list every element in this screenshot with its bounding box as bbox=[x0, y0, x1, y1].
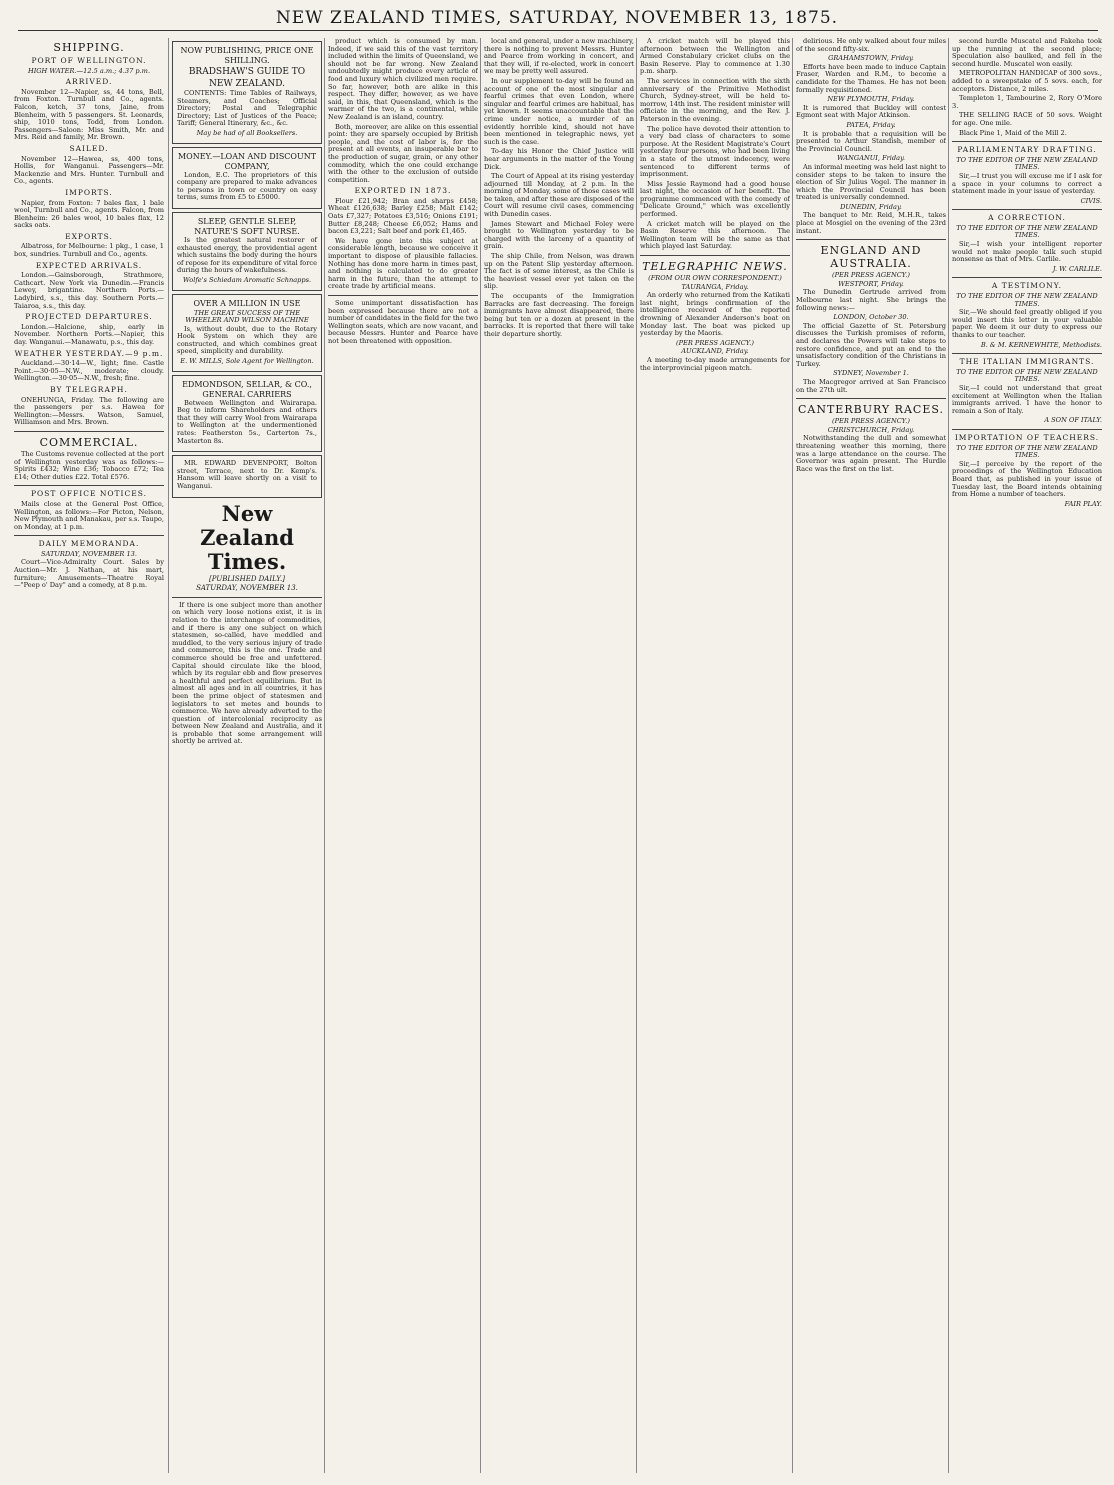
paragraph: THE SELLING RACE of 50 sovs. Weight for age. One mile. bbox=[952, 111, 1102, 127]
letter-address: TO THE EDITOR OF THE NEW ZEALAND TIMES. bbox=[956, 223, 1098, 240]
subsection-heading: WEATHER YESTERDAY.—9 p.m. bbox=[14, 348, 164, 358]
port-line: PORT OF WELLINGTON. bbox=[31, 56, 147, 65]
paragraph: Efforts have been made to induce Captain Fraser, Warden and R.M., to become a candidate for the Thames. He has not been formally requisitioned. bbox=[796, 62, 946, 94]
advertisement bbox=[172, 294, 322, 372]
paragraph: November 12—Hawea, ss, 400 tons, Hollis, for Wanganui. Passengers—Mr. Mackenzie and Mrs. Hunter. Turnbull and Co., agents. bbox=[14, 154, 164, 186]
masthead-rule bbox=[18, 30, 1098, 31]
section-heading: COMMERCIAL. bbox=[39, 435, 139, 449]
dateline-place: GRAHAMSTOWN, Friday. bbox=[828, 54, 914, 63]
divider bbox=[952, 277, 1102, 278]
paragraph: A meeting to-day made arrangements for the interprovincial pigeon match. bbox=[640, 355, 790, 372]
paragraph: London.—Halcione, ship, early in November. Northern Ports.—Napier, this day. Wanganui.—Manawatu, p.s., this day. bbox=[14, 322, 164, 346]
editorial-date: SATURDAY, NOVEMBER 13. bbox=[196, 584, 298, 593]
section-heading: TELEGRAPHIC NEWS. bbox=[642, 260, 788, 274]
paragraph: The occupants of the Immigration Barracks are fast decreasing. The foreign immigrants have almost disappeared, there being but ten or a dozen at present in the barracks. It is reported that there will take their departure shortly. bbox=[484, 292, 634, 338]
column-divider bbox=[480, 38, 481, 1473]
published-line: [PUBLISHED DAILY.] bbox=[209, 574, 285, 583]
ad-title: SLEEP, GENTLE SLEEP, NATURE'S SOFT NURSE. bbox=[194, 216, 300, 236]
paragraph: CONTENTS: Time Tables of Railways, Steamers, and Coaches; Official Directory; Postal and Telegraphic Directory; List of Justices of the Peace; Tariff; General Itinerary, &c., &c. bbox=[177, 89, 317, 128]
paragraph: In our supplement to-day will be found an account of one of the most singular and fearful crimes that even London, where singular and fearful crimes are habitual, has yet known. It seems unaccountable that the crime under notice, a murder of an evidently horrible kind, should not have been mentioned in telegraphic news, yet such is the case. bbox=[484, 76, 634, 146]
paragraph: The Court of Appeal at its rising yesterday adjourned till Monday, at 2 p.m. In the morning of Monday, some of those cases will be taken, and after these are disposed of the Court will resume civil cases, commencing with Dunedin cases. bbox=[484, 172, 634, 219]
paragraph: The police have devoted their attention to a very bad class of characters to some purpose. At the Resident Magistrate's Court yesterday four persons, who had been living in a state of the utmost indecency, were sentenced to different terms of imprisonment. bbox=[640, 124, 790, 179]
section-subheading: (PER PRESS AGENCY.) bbox=[832, 271, 910, 280]
paragraph: It is rumored that Buckley will contest Egmont seat with Major Atkinson. bbox=[796, 103, 946, 120]
subsection-heading: EXPORTS. bbox=[65, 231, 113, 241]
column-shipping bbox=[14, 38, 164, 1473]
ad-title: EDMONDSON, SELLAR, & CO., GENERAL CARRIERS bbox=[182, 379, 312, 399]
paragraph: Albatross, for Melbourne: 1 pkg., 1 case, 1 box, sundries. Turnbull and Co., agents. bbox=[14, 242, 164, 259]
dateline-place: CHRISTCHURCH, Friday. bbox=[827, 425, 915, 434]
ad-note: Wolfe's Schiedam Aromatic Schnapps. bbox=[182, 275, 312, 284]
ad-title: BRADSHAW'S GUIDE TO NEW ZEALAND. bbox=[188, 67, 306, 89]
paragraph: Is, without doubt, due to the Rotary Hook System on which they are constructed, and which combines great speed, simplicity and durability. bbox=[177, 324, 317, 356]
paragraph: A cricket match will be played this afternoon between the Wellington and Armed Constabulary cricket clubs on the Basin Reserve. Play to commence at 1.30 p.m. sharp. bbox=[640, 38, 790, 76]
paragraph: product which is consumed by man. Indeed, if we said this of the vast territory included within the limits of Queensland, we should not be far wrong. New Zealand undoubtedly might produce every article of food and luxury which civilized men require. So far, however, both are alike in this respect. They differ, however, as we have said, in this, that Queensland, which is the warmer of the two, is a continental, while New Zealand is an island, country. bbox=[328, 38, 478, 121]
column-divider bbox=[168, 38, 169, 1473]
letter-signature: J. W. CARLILE. bbox=[1052, 264, 1102, 273]
paragraph: Mails close at the General Post Office, Wellington, as follows:—For Picton, Nelson, New Plymouth and Manakau, per s.s. Taupo, on Monday, at 1 p.m. bbox=[14, 499, 164, 531]
paragraph: An informal meeting was held last night to consider steps to be taken to insure the election of Sir Julius Vogel. The manner in which the Provincial Council has been treated is universally condemned. bbox=[796, 162, 946, 202]
paragraph: The ship Chile, from Nelson, was drawn up on the Patent Slip yesterday afternoon. The fact is of some interest, as the Chile is the heaviest vessel ever yet taken on the slip. bbox=[484, 252, 634, 291]
subsection-heading: EXPECTED ARRIVALS. bbox=[35, 260, 143, 270]
section-subheading: (PER PRESS AGENCY.) bbox=[676, 338, 754, 347]
paragraph: The Customs revenue collected at the port of Wellington yesterday was as follows:—Spirits £432; Wine £36; Tobacco £72; Tea £14; Other duties £22. Total £576. bbox=[14, 449, 164, 481]
paragraph: Between Wellington and Wairarapa. Beg to inform Shareholders and others that they will carry Wool from Wairarapa to Wellington at the undermentioned rates: Featherston 5s., Carterton 7s., Masterton 8s. bbox=[177, 398, 317, 445]
section-heading: PARLIAMENTARY DRAFTING. bbox=[957, 145, 1097, 155]
column-divider bbox=[324, 38, 325, 1473]
paragraph: Miss Jessie Raymond had a good house last night, the occasion of her benefit. The programme commenced with the comedy of "Delicate Ground," which was excellently performed. bbox=[640, 179, 790, 219]
letter-signature: A SON OF ITALY. bbox=[1044, 416, 1102, 425]
paragraph: London, E.C. The proprietors of this company are prepared to make advances to persons in town or country on easy terms, sums from £5 to £5000. bbox=[177, 170, 317, 202]
letter-signature: CIVIS. bbox=[1080, 196, 1102, 205]
paragraph: The services in connection with the sixth anniversary of the Primitive Methodist Church, Sydney-street, will be held to-morrow, 14th inst. The resident minister will officiate in the morning, and the Rev. J. Paterson in the evening. bbox=[640, 76, 790, 123]
letter-address: TO THE EDITOR OF THE NEW ZEALAND TIMES. bbox=[956, 292, 1098, 308]
paper-title: New Zealand Times. bbox=[200, 500, 294, 574]
divider bbox=[952, 429, 1102, 430]
section-heading: IMPORTATION OF TEACHERS. bbox=[954, 432, 1100, 442]
paragraph: Sir,—We should feel greatly obliged if you would insert this letter in your valuable paper. We deem it our duty to express our thanks to our teacher. bbox=[952, 308, 1102, 339]
dateline-place: DUNEDIN, Friday. bbox=[840, 202, 902, 211]
subsection-heading: ARRIVED. bbox=[65, 77, 113, 87]
column-telegrams bbox=[796, 38, 946, 1473]
dateline-place: NEW PLYMOUTH, Friday. bbox=[827, 95, 915, 104]
subsection-heading: IMPORTS. bbox=[65, 187, 113, 197]
paragraph: delirious. He only walked about four miles of the second fifty-six. bbox=[796, 38, 946, 53]
table-heading: EXPORTED IN 1873. bbox=[354, 186, 452, 196]
letter-signature: B. & M. KERNEWHITE, Methodists. bbox=[980, 340, 1102, 349]
paragraph: second hurdle Muscatel and Fakeha took up the running at the second place; Speculation also baulked, and fell in the second hurdle. Muscatel won easily. bbox=[952, 38, 1102, 68]
paragraph: A cricket match will be played on the Basin Reserve this afternoon. The Wellington team will be the same as that which played last Saturday. bbox=[640, 219, 790, 251]
paragraph: Sir,—I wish your intelligent reporter would not make people talk such stupid nonsense as that of Mrs. Carlile. bbox=[952, 240, 1102, 264]
section-heading: CANTERBURY RACES. bbox=[797, 403, 944, 417]
ad-note: May be had of all Booksellers. bbox=[196, 128, 298, 137]
dateline-place: TAURANGA, Friday. bbox=[681, 282, 749, 291]
divider bbox=[796, 239, 946, 240]
subsection-heading: DAILY MEMORANDA. bbox=[38, 539, 140, 549]
section-subheading: (FROM OUR OWN CORRESPONDENT.) bbox=[648, 274, 782, 283]
section-heading: SHIPPING. bbox=[53, 41, 125, 54]
ad-title: OVER A MILLION IN USE bbox=[193, 298, 301, 308]
paragraph: The Dunedin Gertrude arrived from Melbourne last night. She brings the following news:— bbox=[796, 288, 946, 312]
divider bbox=[14, 431, 164, 432]
paragraph: Some unimportant dissatisfaction has been expressed because there are not a number of candidates in the field for the two Wellington seats, which are now vacant, and because Messrs. Hunter and Pearce have not been threatened with opposition. bbox=[328, 299, 478, 345]
column-editorial-cont bbox=[328, 38, 478, 1473]
paragraph: Sir,—I perceive by the report of the proceedings of the Wellington Education Board that, as published in your issue of Tuesday last, the Board intends obtaining from Home a number of teachers. bbox=[952, 459, 1102, 499]
divider bbox=[640, 255, 790, 256]
paragraph: To-day his Honor the Chief Justice will hear arguments in the matter of the Young Dick. bbox=[484, 147, 634, 171]
section-heading: A TESTIMONY. bbox=[991, 281, 1063, 291]
paragraph: Notwithstanding the dull and somewhat threatening weather this morning, there was a large attendance on the course. The Governor was again present. The Hurdle Race was the first on the list. bbox=[796, 434, 946, 473]
paragraph: The Macgregor arrived at San Francisco on the 27th ult. bbox=[796, 377, 946, 394]
column-local-news bbox=[484, 38, 634, 1473]
ad-note: E. W. MILLS, Sole Agent for Wellington. bbox=[180, 357, 314, 366]
subsection-heading: SAILED. bbox=[69, 143, 109, 153]
dateline-place: WANGANUI, Friday. bbox=[836, 154, 906, 163]
dateline-place: LONDON, October 30. bbox=[833, 313, 909, 322]
column-divider bbox=[636, 38, 637, 1473]
paragraph: Is the greatest natural restorer of exhausted energy, the providential agent which sustains the body during the hours of repose for its expenditure of vital force during the hours of wakefulness. bbox=[177, 235, 317, 275]
memoranda-date: SATURDAY, NOVEMBER 13. bbox=[41, 549, 137, 558]
ad-subtitle: THE GREAT SUCCESS OF THE WHEELER AND WILSON MACHINE bbox=[185, 308, 309, 325]
paragraph: The official Gazette of St. Petersburg discusses the Turkish promises of reform, and declares the Powers will take steps to restore confidence, and put an end to the unsatisfactory condition of the Christians in Turkey. bbox=[796, 321, 946, 368]
section-heading: ENGLAND AND AUSTRALIA. bbox=[820, 244, 922, 271]
paragraph: Sir,—I trust you will excuse me if I ask for a space in your columns to correct a statement made in your issue of yesterday. bbox=[952, 171, 1102, 196]
subsection-heading: BY TELEGRAPH. bbox=[50, 384, 128, 394]
column-ads-editorial bbox=[172, 38, 322, 1473]
ad-title: MONEY.—LOAN AND DISCOUNT COMPANY, bbox=[177, 151, 317, 171]
subsection-heading: PROJECTED DEPARTURES. bbox=[25, 312, 153, 322]
divider bbox=[952, 141, 1102, 142]
advertisement bbox=[172, 147, 322, 209]
advertisement bbox=[172, 455, 322, 497]
paragraph: METROPOLITAN HANDICAP of 300 sovs., added to a sweepstake of 5 sovs. each, for acceptors. Distance, 2 miles. bbox=[952, 69, 1102, 93]
section-heading: A CORRECTION. bbox=[988, 213, 1066, 223]
paragraph: The banquet to Mr. Reid, M.H.R., takes place at Mosgiel on the evening of the 23rd instant. bbox=[796, 211, 946, 235]
paragraph: It is probable that a requisition will be presented to Arthur Standish, member of the Provincial Council. bbox=[796, 129, 946, 153]
dateline-place: WESTPORT, Friday. bbox=[838, 279, 904, 288]
dateline-place: SYDNEY, November 1. bbox=[833, 369, 909, 378]
masthead: NEW ZEALAND TIMES, SATURDAY, NOVEMBER 13, 1875. bbox=[275, 8, 839, 28]
paragraph: local and general, under a new machinery, there is nothing to prevent Messrs. Hunter and Pearce from working in concert, and that they will, if re-elected, work in concert we may be pretty well assured. bbox=[484, 38, 634, 76]
paragraph: MR. EDWARD DEVENPORT, Bolton street, Terrace, next to Dr. Kemp's. Hansom will leave shortly on a visit to Wanganui. bbox=[177, 459, 317, 490]
divider bbox=[952, 353, 1102, 354]
letter-address: TO THE EDITOR OF THE NEW ZEALAND TIMES. bbox=[956, 367, 1098, 384]
divider bbox=[328, 295, 478, 296]
dateline-place: AUCKLAND, Friday. bbox=[681, 347, 749, 356]
column-divider bbox=[948, 38, 949, 1473]
column-divider bbox=[792, 38, 793, 1473]
paragraph: November 12—Napier, ss, 44 tons, Bell, from Foxton. Turnbull and Co., agents. Falcon, ketch, 37 tons, Jaine, from Blenheim, with 5 passengers. St. Leonards, ship, 1010 tons, Todd, from London. Passengers—Saloon: Miss Smith, Mr. and Mrs. Reid and family, Mr. Brown. bbox=[14, 87, 164, 142]
paragraph: Both, moreover, are alike on this essential point: they are sparsely occupied by British people, and the cost of labor is, for the present at all events, an insuperable bar to the production of sugar, grain, or any other commodity, which the one could exchange with the other to the exclusion of outside competition. bbox=[328, 122, 478, 184]
paragraph: London.—Gainsborough, Strathmore, Cathcart. New York via Dunedin.—Francis Lewey, brigantine. Northern Ports.—Ladybird, s.s., this day. Southern Ports.—Taiaroa, s.s., this day. bbox=[14, 271, 164, 310]
subsection-heading: POST OFFICE NOTICES. bbox=[31, 489, 147, 499]
letter-signature: FAIR PLAY. bbox=[1064, 499, 1102, 508]
export-table: Flour £21,942; Bran and sharps £458; Wheat £126,638; Barley £258; Malt £142; Oats £7,327; Potatoes £3,516; Onions £191; Butter £8,248; Cheese £6,052; Hams and bacon £3,221; Salt beef and pork £1,465. bbox=[328, 196, 478, 236]
divider bbox=[14, 485, 164, 486]
paragraph: An orderly who returned from the Katikati last night, brings confirmation of the intelligence received of the reported drowning of Alexander Anderson's boat on Monday last. The boat was picked up yesterday by the Maoris. bbox=[640, 291, 790, 338]
paragraph: Templeton 1, Tambourine 2, Rory O'More 3. bbox=[952, 94, 1102, 110]
divider bbox=[172, 597, 322, 598]
advertisement bbox=[172, 41, 322, 144]
paragraph: Black Pine 1, Maid of the Mill 2. bbox=[959, 128, 1067, 137]
advertisement bbox=[172, 212, 322, 291]
section-subheading: (PER PRESS AGENCY.) bbox=[832, 417, 910, 426]
column-races-letters bbox=[952, 38, 1102, 1473]
letter-address: TO THE EDITOR OF THE NEW ZEALAND TIMES. bbox=[956, 155, 1098, 172]
high-water: HIGH WATER.—12.5 a.m.; 4.37 p.m. bbox=[27, 66, 151, 75]
dateline-place: PATEA, Friday. bbox=[846, 120, 896, 129]
paragraph: Auckland.—30·14—W., light; fine. Castle Point.—30·05—N.W., moderate; cloudy. Wellington.—30·05—N.W., fresh; fine. bbox=[14, 359, 164, 383]
letter-address: TO THE EDITOR OF THE NEW ZEALAND TIMES. bbox=[956, 443, 1098, 460]
divider bbox=[952, 209, 1102, 210]
paragraph: ONEHUNGA, Friday. The following are the passengers per s.s. Hawea for Wellington:—Messrs. Watson, Samuel, Williamson and Mrs. Brown. bbox=[14, 395, 164, 427]
paragraph: Court—Vice-Admiralty Court. Sales by Auction—Mr. J. Nathan, at his mart, furniture; Amusements—Theatre Royal—"Peep o' Day" and a comedy, at 8 p.m. bbox=[14, 558, 164, 590]
editorial-paragraph: If there is one subject more than another on which very loose notions exist, it is in relation to the interchange of commodities, and if there is any one subject on which statesmen, so-called, have meddled and muddled, to the very serious injury of trade and commerce, this is the one. Trade and commerce should be free and unfettered. Capital should circulate like the blood, which by its regular ebb and flow preserves a healthful and perfect equilibrium. But in almost all ages and in all countries, it has been the prime object of statesmen and legislators to set metes and bounds to commerce. We have already adverted to the question of intercolonial reciprocity as between New Zealand and Australia, and it is probable that some arrangement will shortly be arrived at. bbox=[172, 600, 322, 746]
divider bbox=[796, 398, 946, 399]
ad-notice: NOW PUBLISHING, PRICE ONE SHILLING. bbox=[180, 46, 314, 65]
advertisement bbox=[172, 375, 322, 453]
paragraph: Napier, from Foxton: 7 bales flax, 1 bale wool, Turnbull and Co., agents. Falcon, from Blenheim: 26 bales wool, 10 bales flax, 12 sacks oats. bbox=[14, 198, 164, 230]
paragraph: We have gone into this subject at considerable length, because we conceive it important to dispose of plausible fallacies. Nothing has done more harm in times past, and nothing is calculated to do greater harm in the future, than the attempt to create trade by artificial means. bbox=[328, 236, 478, 291]
divider bbox=[14, 535, 164, 536]
paragraph: Sir,—I could not understand that great excitement at Wellington when the Italian immigrants arrived. I have the honor to remain a Son of Italy. bbox=[952, 383, 1102, 415]
section-heading: THE ITALIAN IMMIGRANTS. bbox=[959, 357, 1095, 367]
paragraph: James Stewart and Michael Foley were brought to Wellington yesterday to be charged with the larceny of a quantity of grain. bbox=[484, 219, 634, 251]
column-local-telegraphic bbox=[640, 38, 790, 1473]
